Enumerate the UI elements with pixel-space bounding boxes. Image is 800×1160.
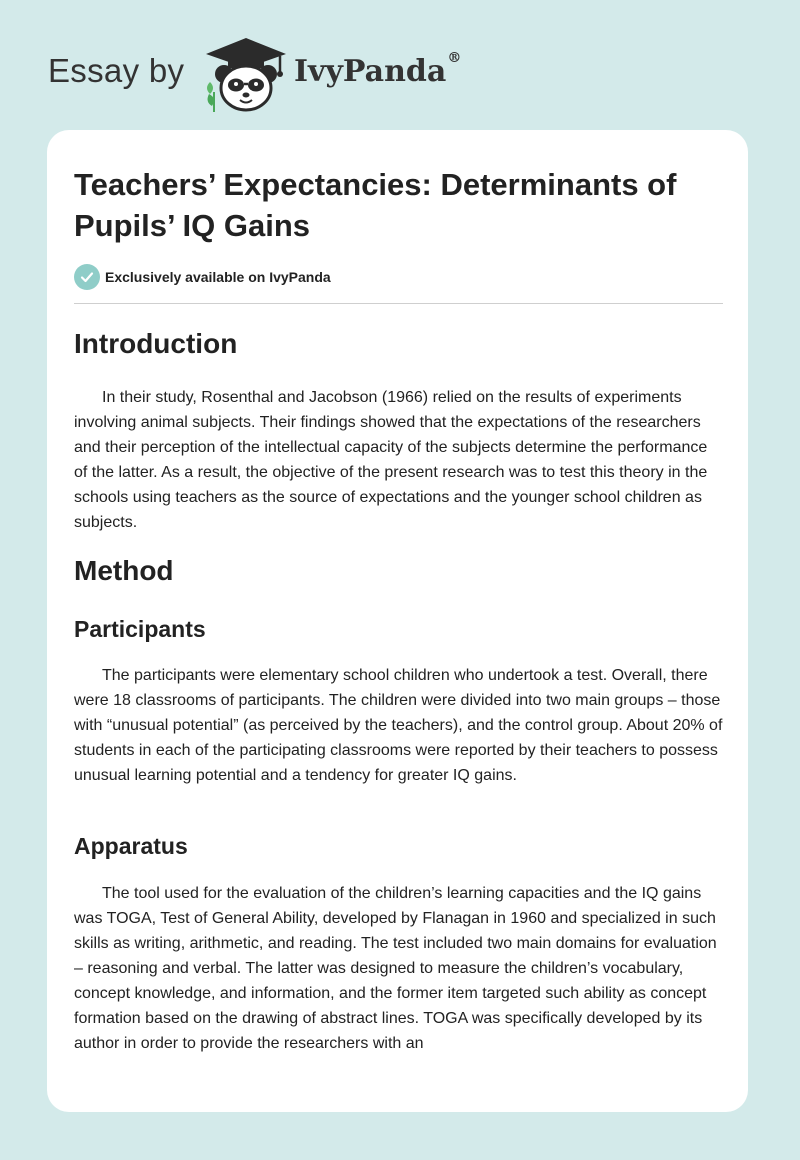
essay-card [47, 130, 748, 1112]
checkmark-icon [74, 264, 100, 290]
paragraph-apparatus: The tool used for the evaluation of the children’s learning capacities and the IQ gains was TOGA, Test of General Ability, developed by Flanagan in 1960 and specialized in such skills as writing, arithmetic, and reading. The test included two main domains for evaluation – reasoning and verbal. The latter was designed to measure the children’s vocabulary, concept knowledge, and information, and the former item targeted such ability as concept formation based on the drawing of abstract lines. TOGA was specifically developed by its author in order to provide the researchers with an [74, 885, 717, 1052]
essay-by-label: Essay by [48, 52, 185, 89]
exclusive-badge [74, 264, 331, 290]
title-divider [74, 303, 723, 304]
heading-method: Method [74, 555, 174, 586]
panda-logo-icon[interactable] [202, 34, 290, 114]
paragraph-participants: The participants were elementary school children who undertook a test. Overall, there were 18 classrooms of participants. The children were divided into two main groups – those with “unusual potential” (as perceived by the teachers), and the control group. About 20% of students in each of the participating classrooms were reported by their teachers to possess unusual learning potential and a tendency for greater IQ gains. [74, 667, 723, 784]
heading-introduction: Introduction [74, 328, 238, 359]
heading-apparatus: Apparatus [74, 833, 188, 859]
registered-mark: ® [447, 50, 462, 66]
brand-name[interactable] [294, 50, 462, 89]
essay-title: Teachers’ Expectancies: Determinants of Pupils’ IQ Gains [74, 167, 677, 243]
exclusive-label: Exclusively available on IvyPanda [105, 269, 331, 285]
brand-text: IvyPanda [294, 54, 447, 89]
paragraph-introduction: In their study, Rosenthal and Jacobson (1966) relied on the results of experiments involving animal subjects. Their findings showed that the expectations of the researchers and their perception of the intellectual capacity of the subjects determine the performance of the latter. As a result, the objective of the present research was to test this theory in the schools using teachers as the source of expectations and the younger school children as subjects. [74, 389, 708, 531]
site-header [48, 34, 748, 114]
heading-participants: Participants [74, 616, 206, 642]
